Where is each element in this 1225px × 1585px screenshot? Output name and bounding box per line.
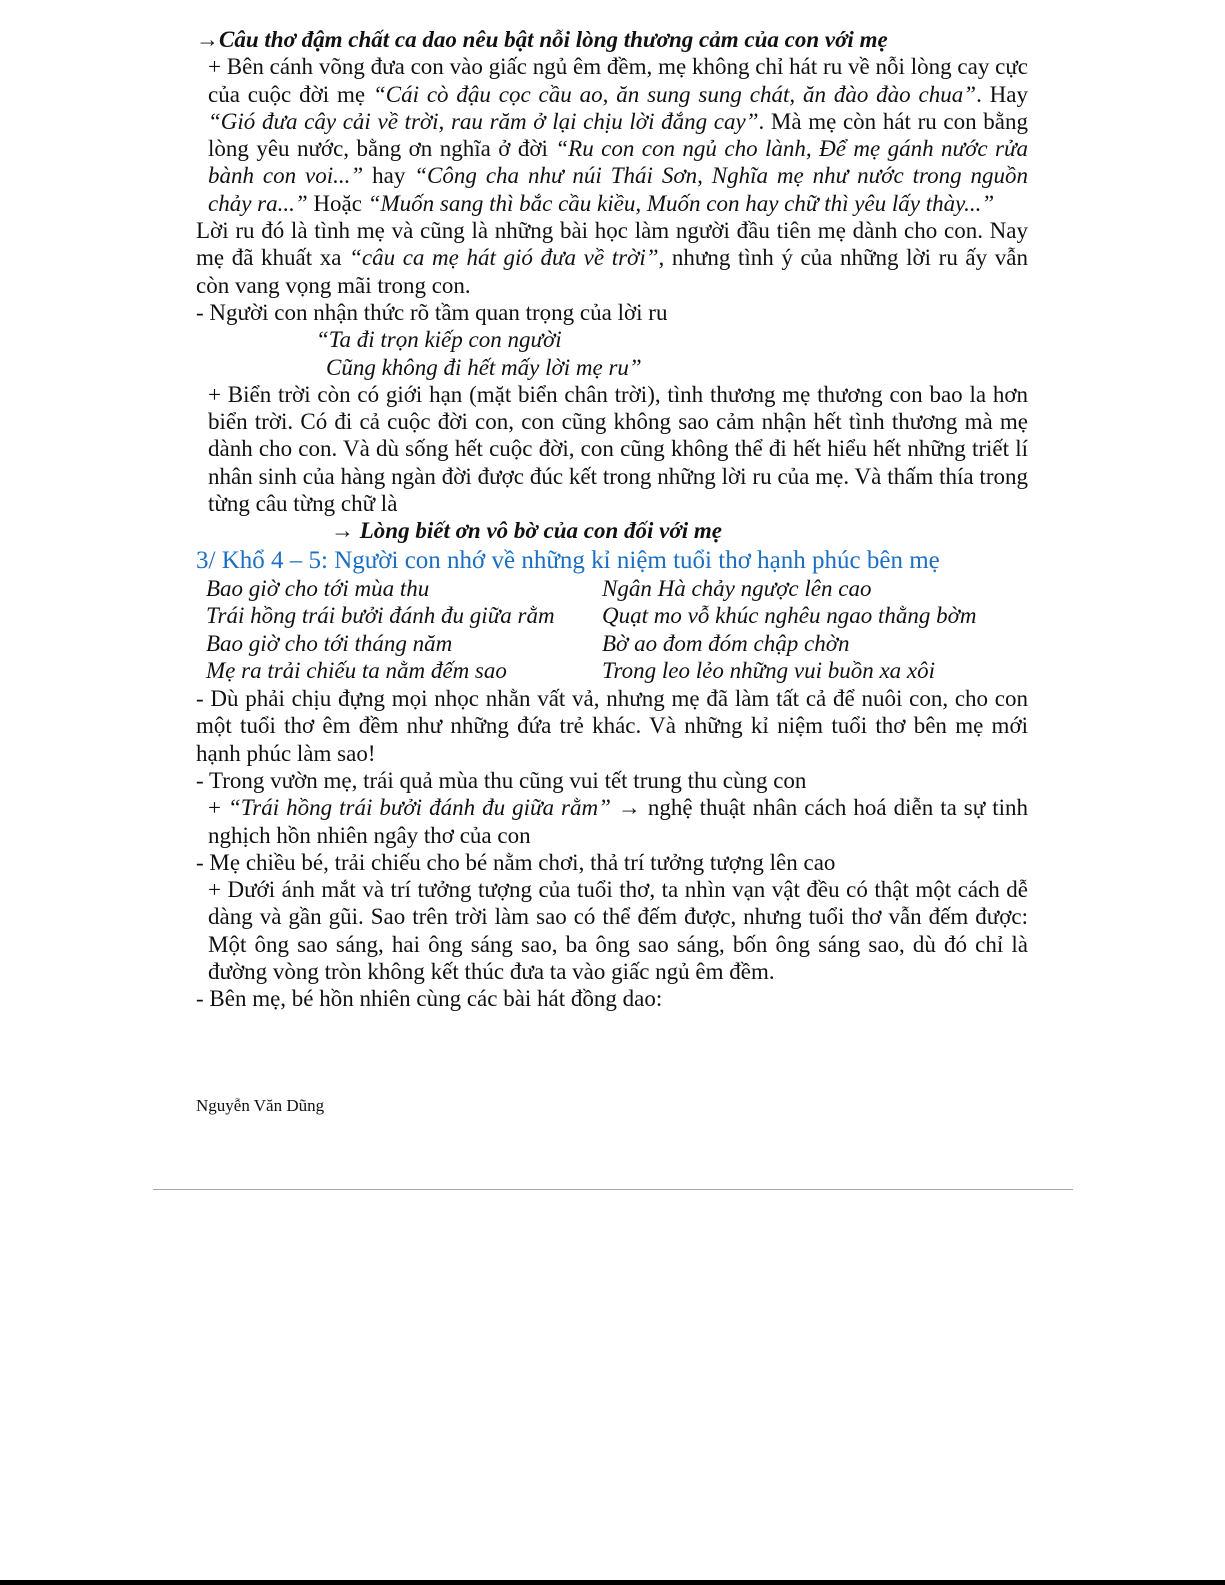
arrow-icon: → <box>196 27 219 52</box>
section-heading: 3/ Khổ 4 – 5: Người con nhớ về những kỉ niệm tuổi thơ hạnh phúc bên mẹ <box>196 546 940 574</box>
poem-line: Ngân Hà chảy ngược lên cao <box>602 575 872 601</box>
bottom-edge-bar <box>0 1580 1225 1585</box>
page-divider <box>153 1189 1073 1190</box>
text-run: + Bên cánh võng đưa con vào giấc ngủ êm đềm, mẹ không chỉ hát ru về nỗi lòng cay cực của cuộc đời mẹ <box>208 54 1028 107</box>
verse-line-2: Cũng không đi hết mấy lời mẹ ru” <box>326 354 642 380</box>
quote: “Công cha như núi Thái Sơn, Nghĩa mẹ như nước trong nguồn chảy ra...” <box>208 163 1028 216</box>
text-run: , nhưng tình ý của những lời ru ấy vẫn còn vang vọng mãi trong con. <box>196 245 1028 298</box>
quote: “Ru con con ngủ cho lành, Để mẹ gánh nước rửa bành con voi...” <box>208 136 1028 189</box>
verse-line-1: “Ta đi trọn kiếp con người <box>316 327 562 353</box>
poem-line: Bao giờ cho tới mùa thu <box>206 575 430 601</box>
summary-line <box>196 26 1028 53</box>
paragraph-lullaby <box>196 53 1028 217</box>
paragraph-importance: - Người con nhận thức rõ tầm quan trọng của lời ru <box>196 299 668 325</box>
poem-block <box>196 575 1028 685</box>
paragraph-mat: - Mẹ chiều bé, trải chiếu cho bé nằm chơi, thả trí tưởng tượng lên cao <box>196 849 836 875</box>
text-run: Hoặc <box>307 190 368 216</box>
text-run: Lời ru đó là tình mẹ và cũng là những bài học làm người đầu tiên mẹ dành cho con. Nay mẹ đã khuất xa <box>196 218 1028 271</box>
paragraph-sea-sky: + Biển trời còn có giới hạn (mặt biển chân trời), tình thương mẹ thương con bao la hơn biển trời. Có đi cả cuộc đời con, con cũng không sao cảm nhận hết tình thương mà mẹ dành cho con. Và dù sống hết cuộc đời, con cũng không thể đi hết hiểu hết những triết lí nhân sinh của hàng ngàn đời được đúc kết trong những lời ru của mẹ. Và thấm thía trong từng câu từng chữ là <box>208 381 1028 517</box>
text-run: + <box>208 795 228 821</box>
text-run: . Mà mẹ còn hát ru con bằng lòng yêu nước, bằng ơn nghĩa ở đời <box>208 108 1028 162</box>
quote: “Muốn sang thì bắc cầu kiều, Muốn con hay chữ thì yêu lấy thày...” <box>367 190 995 216</box>
paragraph-nursery-rhymes: - Bên mẹ, bé hồn nhiên cùng các bài hát đồng dao: <box>196 986 663 1012</box>
paragraph-garden: - Trong vườn mẹ, trái quả mùa thu cũng vui tết trung thu cùng con <box>196 767 807 793</box>
arrow-icon: → <box>331 518 354 544</box>
poem-line: Bao giờ cho tới tháng năm <box>206 630 453 656</box>
poem-line: Trái hồng trái bưởi đánh đu giữa rằm <box>206 603 555 629</box>
conclusion-line <box>196 517 1028 544</box>
paragraph-childhood: - Dù phải chịu đựng mọi nhọc nhằn vất vả, nhưng mẹ đã làm tất cả để nuôi con, cho con một tuổi thơ êm đềm như những đứa trẻ khác. Và những kỉ niệm tuổi thơ bên mẹ mới hạnh phúc làm sao! <box>196 686 1028 766</box>
text-run: hay <box>363 163 415 189</box>
quote: “câu ca mẹ hát gió đưa về trời” <box>349 245 659 271</box>
text-run: nghệ thuật nhân cách hoá diễn ta sự tinh nghịch hồn nhiên ngây thơ của con <box>208 795 1029 848</box>
poem-line: Bờ ao đom đóm chập chờn <box>602 630 850 656</box>
quote: “Trái hồng trái bưởi đánh đu giữa rằm” <box>227 795 611 821</box>
quote: “Cái cò đậu cọc cầu ao, ăn sung sung chát, ăn đào đào chua” <box>372 81 977 107</box>
poem-line: Trong leo lẻo những vui buồn xa xôi <box>602 658 936 684</box>
paragraph-personification <box>196 794 1028 849</box>
summary-text: Câu thơ đậm chất ca dao nêu bật nỗi lòng thương cảm của con với mẹ <box>219 27 888 52</box>
poem-line: Mẹ ra trải chiếu ta nằm đếm sao <box>206 658 507 684</box>
arrow-icon: → <box>617 795 641 821</box>
text-run: . Hay <box>976 81 1028 107</box>
conclusion-text: Lòng biết ơn vô bờ của con đối với mẹ <box>359 518 722 544</box>
document-body <box>196 26 1028 1013</box>
quote: “Gió đưa cây cải về trời, rau răm ở lại chịu lời đắng cay” <box>208 108 759 134</box>
paragraph-stars: + Dưới ánh mắt và trí tưởng tượng của tuổi thơ, ta nhìn vạn vật đều có thật một cách dễ dàng và gần gũi. Sao trên trời làm sao có thể đếm được, nhưng tuổi thơ vẫn đếm được: Một ông sao sáng, hai ông sáng sao, ba ông sao sáng, bốn ông sáng sao, dù đó chỉ là đường vòng tròn không kết thúc đưa ta vào giấc ngủ êm đềm. <box>208 877 1028 984</box>
poem-line: Quạt mo vỗ khúc nghêu ngao thằng bờm <box>602 603 977 629</box>
paragraph-lesson <box>196 217 1028 299</box>
footer-author: Nguyễn Văn Dũng <box>196 1096 325 1115</box>
